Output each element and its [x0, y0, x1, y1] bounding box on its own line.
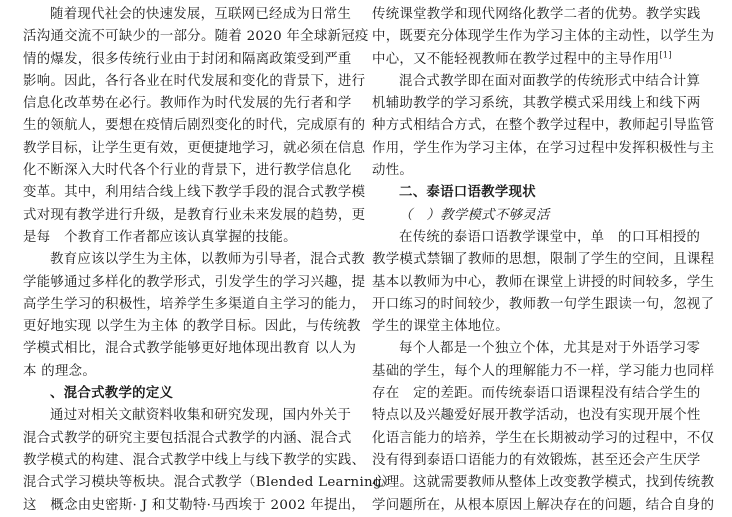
paragraph-line: 混合式学习模块等板块。混合式教学（Blended Learning） — [23, 475, 396, 491]
paragraph-line: 基础的学生，每个人的理解能力不一样，学习能力也同样 — [372, 363, 715, 379]
paragraph-line: 教学模式禁锢了教师的思想，限制了学生的空间，且课程 — [372, 252, 715, 268]
paragraph-text: 中心，又不能轻视教师在教学过程中的主导作用 — [372, 51, 660, 67]
paragraph-line: 存在 定的差距。而传统泰语口语课程没有结合学生的 — [372, 386, 701, 402]
paragraph-line: 影响。因此，各行各业在时代发展和变化的背景下，进行 — [23, 73, 366, 89]
paragraph-line: 种方式相结合方式，在整个教学过程中，教师起引导监管 — [372, 118, 715, 134]
paragraph-line: 心理。这就需要教师从整体上改变教学模式，找到传统教 — [372, 475, 715, 491]
paragraph-line: 特点以及兴趣爱好展开教学活动，也没有实现开展个性 — [372, 408, 701, 424]
paragraph-line: 变革。其中，利用结合线上线下教学手段的混合式教学模 — [23, 185, 366, 201]
paragraph-line: 是每 个教育工作者都应该认真掌握的技能。 — [23, 229, 297, 245]
paragraph-line: 教学模式的构建、混合式教学中线上与线下教学的实践、 — [23, 452, 366, 468]
paragraph-line: 活沟通交流不可缺少的一部分。随着 2020 年全球新冠疫 — [23, 29, 369, 45]
paragraph-line: 学生的课堂主体地位。 — [372, 319, 509, 335]
paragraph-line: 教育应该以学生为主体，以教师为引导者，混合式教 — [50, 252, 365, 268]
paragraph-line: 教学目标，让学生更有效，更便捷地学习，就必须在信息 — [23, 140, 366, 156]
paragraph-line: 动性。 — [372, 163, 414, 179]
paragraph-line: 开口练习的时间较少，教师教一句学生跟读一句，忽视了 — [372, 296, 715, 312]
paragraph-line: 化语言能力的培养，学生在长期被动学习的过程中，不仅 — [372, 430, 715, 446]
citation-mark: [1] — [659, 50, 672, 60]
paragraph-line: 每个人都是一个独立个体，尤其是对于外语学习零 — [399, 341, 701, 357]
section-heading: 、混合式教学的定义 — [50, 386, 174, 402]
paragraph-line: 基本以教师为中心，教师在课堂上讲授的时间较多，学生 — [372, 274, 715, 290]
paragraph-line: 没有得到泰语口语能力的有效锻炼，甚至还会产生厌学 — [372, 452, 701, 468]
paragraph-line: 学问题所在，从根本原因上解决存在的问题，结合自身的 — [372, 497, 715, 513]
paragraph-line: 这 概念由史密斯· J 和艾勒特·马西埃于 2002 年提出， — [23, 497, 366, 513]
paragraph-line: 式对现有教学进行升级，是教育行业未来发展的趋势，更 — [23, 207, 366, 223]
paragraph-line: 更好地实现 以学生为主体 的教学目标。因此，与传统教 — [23, 319, 361, 335]
paragraph-line: 混合式教学的研究主要包括混合式教学的内涵、混合式 — [23, 430, 352, 446]
paragraph-line: 作用，学生作为学习主体，在学习过程中发挥积极性与主 — [372, 140, 715, 156]
paragraph-line: 在传统的泰语口语教学课堂中，单 的口耳相授的 — [399, 229, 701, 245]
paragraph-line: 本 的理念。 — [23, 363, 97, 379]
paragraph-line: 中，既要充分体现学生作为学习主体的主动性，以学生为 — [372, 29, 715, 45]
paragraph-line: 机辅助教学的学习系统，其教学模式采用线上和线下两 — [372, 96, 701, 112]
paragraph-line: 通过对相关文献资料收集和研究发现，国内外关于 — [50, 408, 352, 424]
paragraph-line: 化不断深入大时代各个行业的背景下，进行教学信息化 — [23, 163, 352, 179]
subsection-heading: （ ）教学模式不够灵活 — [399, 207, 550, 223]
paragraph-line — [372, 49, 702, 71]
paragraph-line: 学模式相比，混合式教学能够更好地体现出教育 以人为 — [23, 341, 357, 357]
paragraph-line: 随着现代社会的快速发展，互联网已经成为日常生 — [50, 7, 352, 22]
paragraph-line: 生的领航人，要想在疫情后剧烈变化的时代，完成原有的 — [23, 118, 366, 134]
paragraph-line: 情的爆发，很多传统行业由于封闭和隔离政策受到严重 — [23, 51, 352, 67]
section-heading: 二、泰语口语教学现状 — [399, 185, 536, 201]
right-column — [372, 4, 715, 517]
paragraph-line: 混合式教学即在面对面教学的传统形式中结合计算 — [399, 73, 701, 89]
paragraph-line: 信息化改革势在必行。教师作为时代发展的先行者和学 — [23, 96, 352, 112]
paragraph-line: 传统课堂教学和现代网络化教学二者的优势。教学实践 — [372, 7, 701, 22]
paragraph-line: 学能够通过多样化的教学形式，引发学生的学习兴趣，提 — [23, 274, 366, 290]
paragraph-line: 高学生学习的积极性，培养学生多渠道自主学习的能力， — [23, 296, 366, 312]
